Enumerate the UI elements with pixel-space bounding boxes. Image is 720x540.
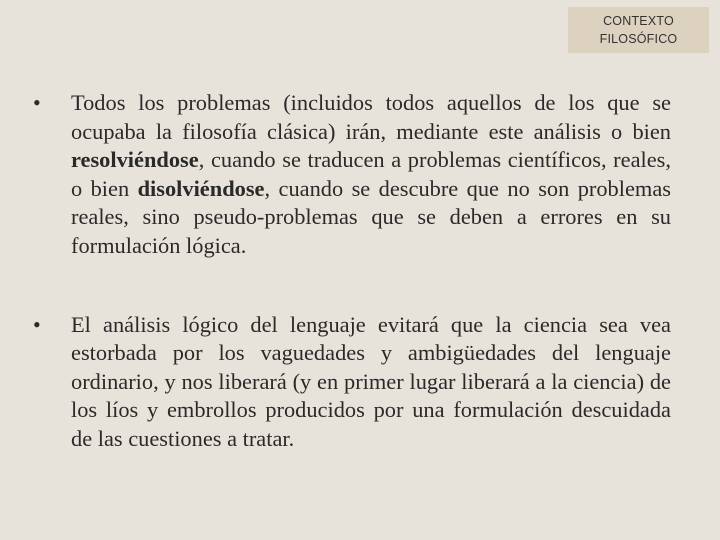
badge-line-2: FILOSÓFICO bbox=[599, 32, 678, 46]
bullet-marker: • bbox=[33, 311, 41, 337]
bullet-item-1 bbox=[33, 89, 671, 261]
bullet-1-bold-disolviendose: disolviéndose bbox=[137, 175, 265, 201]
section-badge bbox=[568, 7, 709, 53]
bullet-1-text-c: , cuando se descubre que no son problemas reales, sino pseudo-problemas que se deben a errores en su formulación lógica. bbox=[71, 175, 671, 258]
bullet-marker: • bbox=[33, 90, 41, 115]
bullet-1-text-b: , cuando se traducen a problemas científicos, reales, o bien bbox=[71, 147, 671, 201]
bullet-1-text-a: Todos los problemas (incluidos todos aquellos de los que se ocupaba la filosofía clásica) irán, mediante este análisis o bien bbox=[71, 90, 671, 144]
bullet-item-2 bbox=[33, 311, 671, 454]
badge-line-1: CONTEXTO bbox=[603, 14, 674, 28]
bullet-1-bold-resolviendose: resolviéndose bbox=[71, 147, 199, 173]
bullet-2-text: El análisis lógico del lenguaje evitará que la ciencia sea vea estorbada por los vaguedades y ambigüedades del lenguaje ordinario, y nos liberará (y en primer lugar liberará a la ciencia) de los líos y embrollos producidos por una formulación descuidada de las cuestiones a tratar. bbox=[71, 311, 671, 451]
bullet-list bbox=[33, 89, 671, 454]
